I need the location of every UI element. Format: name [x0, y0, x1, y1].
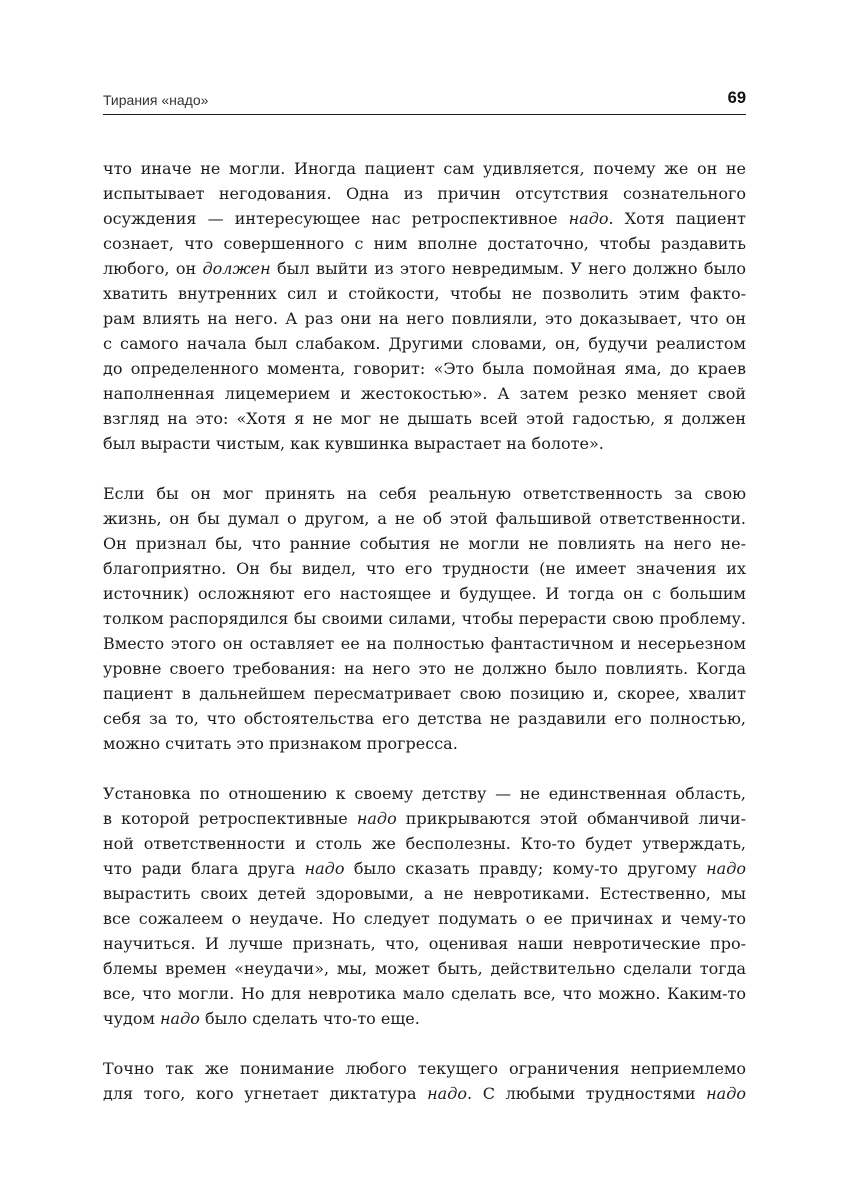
text-line — [103, 531, 746, 556]
text-line — [103, 631, 746, 656]
italic-term: должен — [202, 259, 271, 278]
text-run: сознает, что совершенного с ним вполне достаточно, чтобы раздавить — [103, 234, 746, 253]
text-run: для того, кого угнетает диктатура — [103, 1084, 428, 1103]
text-line — [103, 906, 746, 931]
text-run: все, что могли. Но для невротика мало сделать все, что можно. Каким-то — [103, 984, 746, 1003]
text-line — [103, 581, 746, 606]
italic-term: надо — [356, 809, 397, 828]
text-line — [103, 956, 746, 981]
text-run: источник) осложняют его настоящее и будущее. И тогда он с большим — [103, 584, 746, 603]
running-head — [103, 88, 746, 115]
text-run: осуждения — интересующее нас ретроспективное — [103, 209, 569, 228]
text-line — [103, 231, 746, 256]
paragraph — [103, 1056, 746, 1106]
text-line — [103, 256, 746, 281]
text-run: . С любыми трудностями — [467, 1084, 707, 1103]
text-run: было сказать правду; кому-то другому — [344, 859, 707, 878]
text-line — [103, 606, 746, 631]
text-line — [103, 156, 746, 181]
text-line — [103, 731, 746, 756]
paragraph — [103, 781, 746, 1031]
text-run: толком распорядился бы своими силами, чтобы перерасти свою проблему. — [103, 609, 746, 628]
italic-term: надо — [706, 1084, 746, 1103]
text-line — [103, 381, 746, 406]
text-run: Если бы он мог принять на себя реальную ответственность за свою — [103, 484, 746, 503]
text-run: ной ответственности и столь же бесполезны. Кто-то будет утверждать, — [103, 834, 746, 853]
text-line — [103, 306, 746, 331]
text-line — [103, 331, 746, 356]
text-line — [103, 1056, 746, 1081]
text-line — [103, 656, 746, 681]
text-run: хватить внутренних сил и стойкости, чтобы не позволить этим факто- — [103, 284, 746, 303]
text-run: рам влиять на него. А раз они на него повлияли, это доказывает, что он — [103, 309, 746, 328]
text-run: был вырасти чистым, как кувшинка вырастает на болоте». — [103, 434, 604, 453]
paragraph — [103, 481, 746, 756]
paragraph-gap — [103, 756, 746, 781]
text-line — [103, 181, 746, 206]
text-run: можно считать это признаком прогресса. — [103, 734, 458, 753]
paragraph-gap — [103, 1031, 746, 1056]
text-run: Точно так же понимание любого текущего ограничения неприемлемо — [103, 1059, 746, 1078]
text-run: что ради блага друга — [103, 859, 305, 878]
text-line — [103, 981, 746, 1006]
text-run: все сожалеем о неудаче. Но следует подумать о ее причинах и чему-то — [103, 909, 746, 928]
text-run: жизнь, он бы думал о другом, а не об этой фальшивой ответственности. — [103, 509, 746, 528]
text-run: вырастить своих детей здоровыми, а не невротиками. Естественно, мы — [103, 884, 746, 903]
text-line — [103, 281, 746, 306]
text-run: что иначе не могли. Иногда пациент сам удивляется, почему же он не — [103, 159, 746, 178]
text-run: . Хотя пациент — [608, 209, 746, 228]
text-run: благоприятно. Он бы видел, что его трудности (не имеет значения их — [103, 559, 746, 578]
paragraph-gap — [103, 456, 746, 481]
text-line — [103, 506, 746, 531]
text-run: блемы времен «неудачи», мы, может быть, действительно сделали тогда — [103, 959, 746, 978]
text-run: любого, он — [103, 259, 203, 278]
text-run: пациент в дальнейшем пересматривает свою позицию и, скорее, хвалит — [103, 684, 746, 703]
text-line — [103, 681, 746, 706]
text-line — [103, 206, 746, 231]
text-run: уровне своего требования: на него это не должно было повлиять. Когда — [103, 659, 746, 678]
italic-term: надо — [568, 209, 609, 228]
text-run: до определенного момента, говорит: «Это была помойная яма, до краев — [103, 359, 746, 378]
text-line — [103, 1006, 746, 1031]
text-run: было сделать что-то еще. — [199, 1009, 420, 1028]
text-line — [103, 406, 746, 431]
text-run: Он признал бы, что ранние события не могли не повлиять на него не- — [103, 534, 746, 553]
text-line — [103, 706, 746, 731]
text-run: научиться. И лучше признать, что, оценивая наши невротические про- — [103, 934, 746, 953]
italic-term: надо — [427, 1084, 467, 1103]
italic-term: надо — [706, 859, 746, 878]
text-run: себя за то, что обстоятельства его детства не раздавили его полностью, — [103, 709, 746, 728]
running-title: Тирания «надо» — [103, 92, 209, 108]
text-line — [103, 781, 746, 806]
page-number: 69 — [727, 89, 746, 107]
text-run: чудом — [103, 1009, 161, 1028]
italic-term: надо — [160, 1009, 200, 1028]
text-run: наполненная лицемерием и жестокостью». А затем резко меняет свой — [103, 384, 746, 403]
text-line — [103, 806, 746, 831]
text-run: с самого начала был слабаком. Другими словами, он, будучи реалистом — [103, 334, 746, 353]
text-line — [103, 931, 746, 956]
italic-term: надо — [304, 859, 345, 878]
text-run: Установка по отношению к своему детству — не единственная область, — [103, 784, 746, 803]
text-line — [103, 831, 746, 856]
text-line — [103, 1081, 746, 1106]
text-run: взгляд на это: «Хотя я не мог не дышать всей этой гадостью, я должен — [103, 409, 746, 428]
text-run: Вместо этого он оставляет ее на полностью фантастичном и несерьезном — [103, 634, 746, 653]
text-run: испытывает негодования. Одна из причин отсутствия сознательного — [103, 184, 746, 203]
paragraph — [103, 156, 746, 456]
text-run: в которой ретроспективные — [103, 809, 357, 828]
text-line — [103, 481, 746, 506]
text-line — [103, 431, 746, 456]
text-run: был выйти из этого невредимым. У него должно было — [270, 259, 746, 278]
text-run: прикрываются этой обманчивой личи- — [396, 809, 747, 828]
text-line — [103, 356, 746, 381]
text-line — [103, 881, 746, 906]
text-line — [103, 856, 746, 881]
body-text — [103, 156, 746, 1106]
text-line — [103, 556, 746, 581]
